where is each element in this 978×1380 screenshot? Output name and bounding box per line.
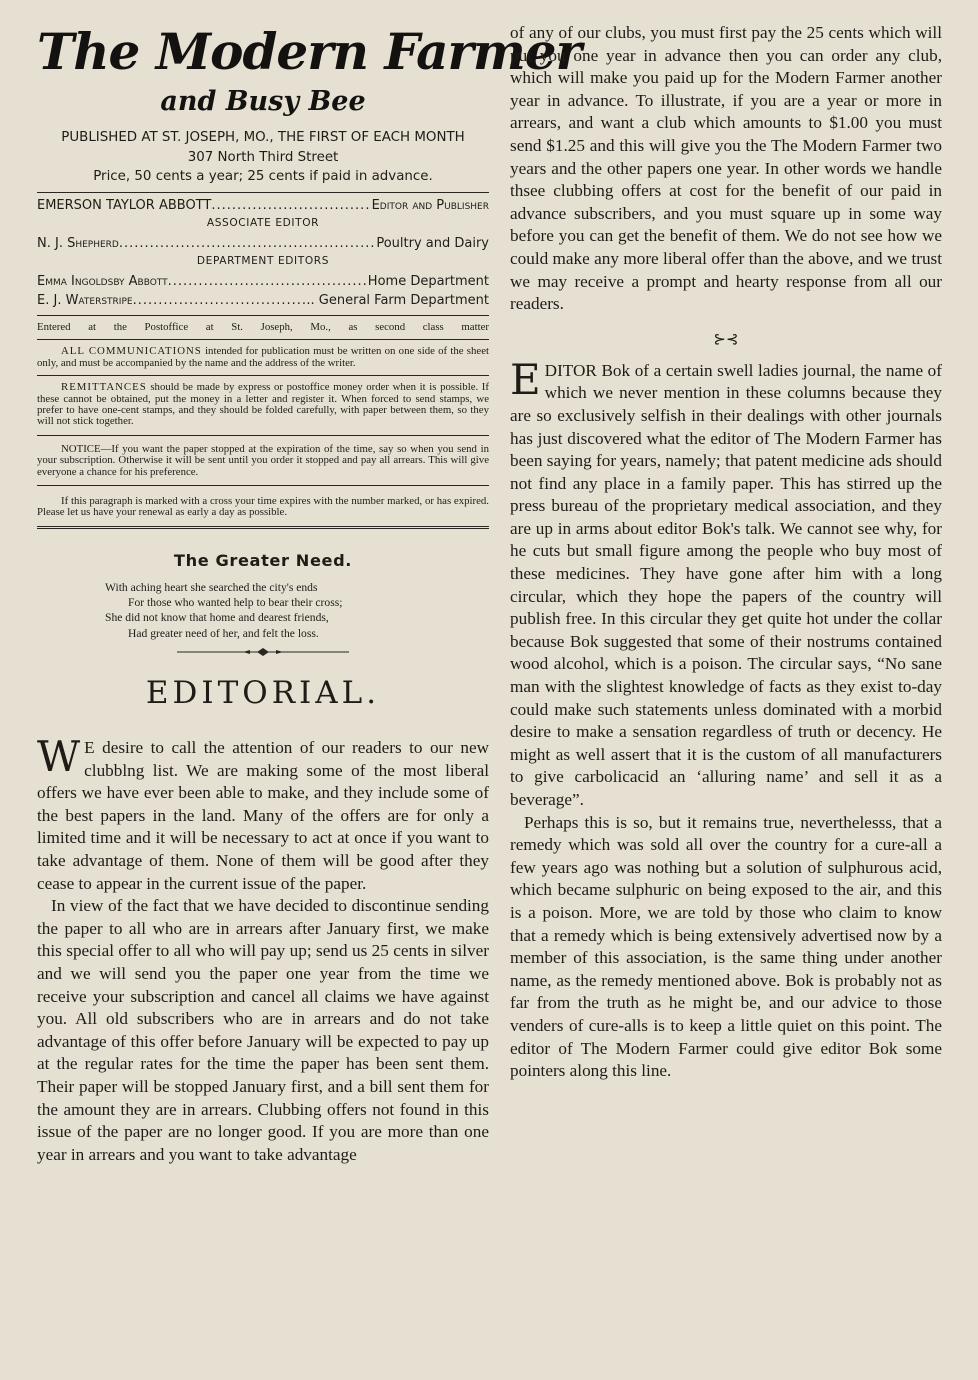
poem-line: She did not know that home and dearest friends, — [105, 611, 329, 625]
paragraph-text: Perhaps this is so, but it remains true, neverthelesss, that a remedy which was sold all over the country for a cure-all a few years ago was nothing but a solution of sulphurous acid, which became sulphuric on being exposed to the air, and this is a poison. More, we are told by those who claim to know that a remedy which is being extensively advertised now by a member of this association, is the same thing under another name, as the remedy mentioned above. Bok is probably not as far from the truth as he might be, and our advice to those venders of cure-alls is to keep a little quiet on this point. The editor of The Modern Farmer could give editor Bok some pointers along this line. — [510, 812, 942, 1081]
staff-row-dept2 — [37, 291, 489, 310]
paragraph-text: of any of our clubs, you must first pay the 25 cents which will put you one year in advance then you can order any club, which will make you paid up for the Modern Farmer another year in advance. To illustrate, if you are a year or more in arrears, and want a club which amounts to $1.00 you must send $1.25 and this will give you the The Modern Farmer two years and the other papers one year. In other words we handle thsee clubbing offers at cost for the benefit of our paid in advance subscribers, and you must square up in some way before you can get the benefit of them. We do not see how we could make any more liberal offer than the above, and we trust we may receive a prompt and hearty response from all our readers. — [510, 23, 942, 314]
associate-editor-label: ASSOCIATE EDITOR — [206, 217, 320, 229]
editorial-paragraph-1 — [37, 732, 489, 895]
department-editors-label: DEPARTMENT EDITORS — [196, 255, 330, 267]
dept2-name: E. J. Waterstripe — [37, 293, 133, 308]
editorial-paragraph-2 — [37, 895, 489, 1166]
divider — [37, 485, 489, 486]
notice-entered — [37, 322, 489, 333]
publication-price: Price, 50 cents a year; 25 cents if paid in advance. — [93, 169, 433, 184]
divider-double — [37, 526, 489, 529]
divider — [37, 375, 489, 376]
poem-title: The Greater Need. — [173, 550, 353, 570]
left-column — [37, 14, 581, 1166]
divider — [37, 339, 489, 340]
leader-dots — [168, 272, 368, 291]
notice-renewal — [37, 496, 489, 519]
staff-box — [37, 196, 489, 310]
staff-row-editor — [37, 196, 489, 215]
leader-dots — [119, 234, 376, 253]
leader-dots — [133, 291, 307, 310]
communications-lead: ALL COMMUNICATIONS — [61, 345, 202, 358]
ornament-divider — [177, 647, 349, 657]
divider — [37, 315, 489, 316]
remittances-lead: REMITTANCES — [61, 381, 147, 394]
poem-line: Had greater need of her, and felt the loss. — [128, 626, 319, 640]
notice-text: —If you want the paper stopped at the expiration of the time, say so when you send in your subscription. Otherwise it will be sent until you order it stopped and pay all arrears. This will give everyone a chance for his preference. — [37, 442, 489, 478]
editorial-paragraph-2-continued — [510, 22, 942, 316]
paragraph-text: DITOR Bok of a certain swell ladies journal, the name of which we never mention in these columns because they are so exclusively selfish in their dealings with other journals has just discovered what the editor of The Modern Farmer has been saying for years, namely; that patent medicine ads should not find any place in a family paper. This has stirred up the press bureau of the proprietary medical association, and they are up in arms about editor Bok's talk. We cannot see why, for he cuts but small figure among the people who buy most of these medicines. They have gone after him with a long circular, which they hope the papers of the country will publish free. In this circular they get quite hot under the collar because Bok suggested that some of their nostrums contained wood alcohol, which is a poison. The circular says, “No sane man with the slightest knowledge of facts as they exist to-day could make such statements unless dominated with a morbid desire to make a sensation regardless of truth or decency. He might as well assert that it is the custom of all manufacturers to give carbolicacid an ‘alluring name’ and sell it as a beverage”. — [510, 360, 942, 809]
dept1-name: Emma Ingoldsby Abbott — [37, 274, 168, 289]
notice-remittances — [37, 382, 489, 428]
drop-cap: E — [510, 354, 541, 404]
associate-role: Poultry and Dairy — [376, 236, 489, 251]
editorial-paragraph-4 — [510, 812, 942, 1083]
staff-row-dept1 — [37, 272, 489, 291]
communications-text: intended for publication must be written on one side of the sheet only, and must be accompanied by the name and the address of the writer. — [37, 345, 489, 369]
associate-name: N. J. Shepherd — [37, 236, 119, 251]
notice-stop — [37, 444, 489, 478]
masthead-subtitle: and Busy Bee — [160, 86, 366, 117]
paragraph-text: In view of the fact that we have decided to discontinue sending the paper to all who are in arrears after January first, we make this special offer to all who will pay up; send us 25 cents in silver and we will send you the paper one year from the time we receive your subscription and cancel all claims we have against you. All old subscribers who are in arrears and do not take advantage of this offer before January will be expected to pay up at the regular rates for the time the paper has been sent them. Their paper will be stopped January first, and a bill sent them for the amount they are in arrears. Clubbing offers not found in this issue of the paper are no longer good. If you are more than one year in arrears and you want to take advantage — [37, 896, 489, 1164]
editorial-body-right — [510, 22, 942, 1083]
editorial-paragraph-3 — [510, 354, 942, 812]
right-column — [510, 22, 942, 1083]
poem — [37, 580, 489, 641]
entered-text: Entered at the Postoffice at St. Joseph, Mo., as second class matter — [37, 321, 489, 333]
remittances-text: should be made by express or postoffice money order when it is possible. If these cannot be obtained, put the money in a letter and register it. When forced to send stamps, we prefer to have one-cent stamps, and they should be folded carefully, with paper between them, so they will not stick together. — [37, 381, 489, 428]
editor-name: EMERSON TAYLOR ABBOTT — [37, 198, 212, 213]
publication-line: PUBLISHED AT ST. JOSEPH, MO., THE FIRST OF EACH MONTH — [61, 130, 465, 145]
editorial-body-left — [37, 732, 489, 1166]
dept2-role: .. General Farm Department — [306, 293, 489, 308]
poem-line: For those who wanted help to bear their cross; — [128, 596, 343, 610]
notice-communications — [37, 346, 489, 369]
publication-address: 307 North Third Street — [187, 150, 339, 165]
leader-dots — [211, 196, 371, 215]
paragraph-text: E desire to call the attention of our readers to our new clubblng list. We are making some of the most liberal offers we have ever been able to make, and they include some of the best papers in the land. Many of the offers are for only a limited time and it will be necessary to act at once if you want to take advantage of them. None of them will be good after they cease to appear in the current issue of the paper. — [37, 738, 489, 893]
drop-cap: W — [37, 732, 81, 782]
renewal-text: If this paragraph is marked with a cross your time expires with the number marked, or has expired. Please let us have your renewal as early a day as possible. — [37, 495, 489, 519]
poem-line: With aching heart she searched the city's ends — [105, 580, 318, 594]
notice-lead: NOTICE — [61, 442, 101, 455]
editorial-heading: EDITORIAL. — [145, 675, 381, 712]
section-separator: ⊱⊰ — [713, 331, 739, 348]
editor-role: Editor and Publisher — [371, 198, 489, 213]
divider — [37, 435, 489, 436]
staff-row-associate — [37, 234, 489, 253]
masthead-title: The Modern Farmer — [37, 22, 581, 81]
dept1-role: Home Department — [367, 274, 489, 289]
divider — [37, 192, 489, 193]
